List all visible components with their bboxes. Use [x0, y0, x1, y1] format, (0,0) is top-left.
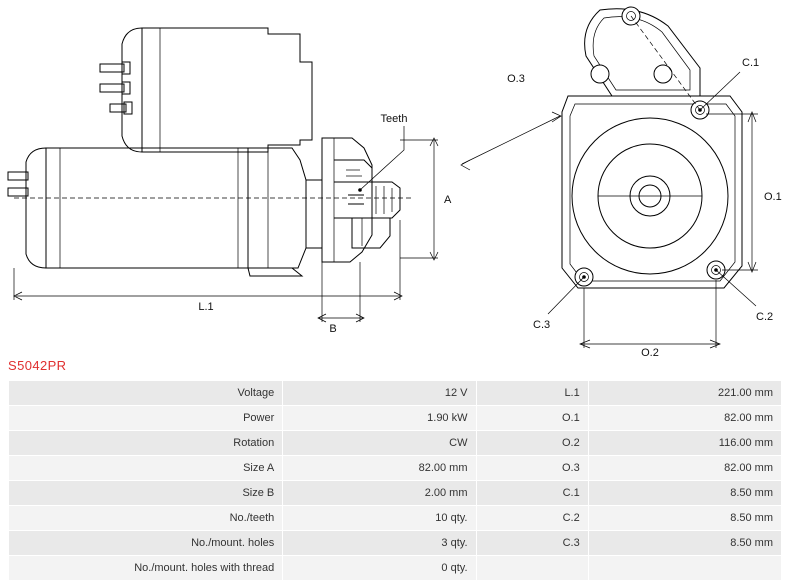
label-dim-o1: O.1 [764, 191, 782, 203]
spec-label: C.1 [476, 481, 588, 506]
spec-value: 221.00 mm [588, 381, 781, 406]
spec-value: 82.00 mm [588, 406, 781, 431]
starter-end-view [562, 7, 742, 288]
callout-c3 [533, 275, 586, 331]
label-dim-o2: O.2 [641, 347, 659, 359]
label-dim-b: B [329, 323, 337, 335]
spec-value: 3 qty. [283, 531, 476, 556]
table-row [9, 481, 782, 506]
spec-value: CW [283, 431, 476, 456]
dimension-o1 [706, 112, 782, 272]
spec-value: 116.00 mm [588, 431, 781, 456]
spec-value: 0 qty. [283, 556, 476, 581]
label-dim-a: A [444, 194, 452, 206]
dimension-b [318, 262, 364, 335]
spec-empty-cell [476, 556, 588, 581]
spec-label: O.2 [476, 431, 588, 456]
spec-label: No./teeth [9, 506, 283, 531]
spec-value: 82.00 mm [588, 456, 781, 481]
spec-value: 1.90 kW [283, 406, 476, 431]
spec-empty-cell [588, 556, 781, 581]
dimension-l1 [14, 220, 402, 313]
spec-value: 12 V [283, 381, 476, 406]
label-dim-c3: C.3 [533, 319, 551, 331]
table-row [9, 406, 782, 431]
spec-label: Voltage [9, 381, 283, 406]
spec-label: O.1 [476, 406, 588, 431]
spec-value: 8.50 mm [588, 506, 781, 531]
spec-label: Size B [9, 481, 283, 506]
spec-label: L.1 [476, 381, 588, 406]
spec-value: 8.50 mm [588, 481, 781, 506]
spec-label: C.3 [476, 531, 588, 556]
spec-value: 82.00 mm [283, 456, 476, 481]
label-dim-c2: C.2 [756, 311, 774, 323]
spec-label: No./mount. holes with thread [9, 556, 283, 581]
spec-label: O.3 [476, 456, 588, 481]
spec-value: 8.50 mm [588, 531, 781, 556]
part-code: S5042PR [8, 358, 67, 373]
specification-table [8, 380, 782, 581]
table-row [9, 556, 782, 581]
starter-side-view [8, 28, 414, 276]
label-dim-l1: L.1 [198, 301, 214, 313]
dimension-o2 [580, 280, 720, 359]
spec-value: 10 qty. [283, 506, 476, 531]
label-teeth: Teeth [380, 113, 408, 125]
table-row [9, 531, 782, 556]
spec-label: Size A [9, 456, 283, 481]
label-dim-c1: C.1 [742, 57, 760, 69]
spec-label: No./mount. holes [9, 531, 283, 556]
callout-c1 [698, 57, 759, 112]
table-row [9, 431, 782, 456]
spec-label: Rotation [9, 431, 283, 456]
dimension-a [400, 138, 452, 260]
table-row [9, 506, 782, 531]
table-row [9, 381, 782, 406]
table-row [9, 456, 782, 481]
spec-label: Power [9, 406, 283, 431]
dimension-o3 [461, 16, 700, 170]
spec-label: C.2 [476, 506, 588, 531]
callout-c2 [714, 268, 773, 323]
spec-value: 2.00 mm [283, 481, 476, 506]
label-dim-o3: O.3 [507, 73, 525, 85]
